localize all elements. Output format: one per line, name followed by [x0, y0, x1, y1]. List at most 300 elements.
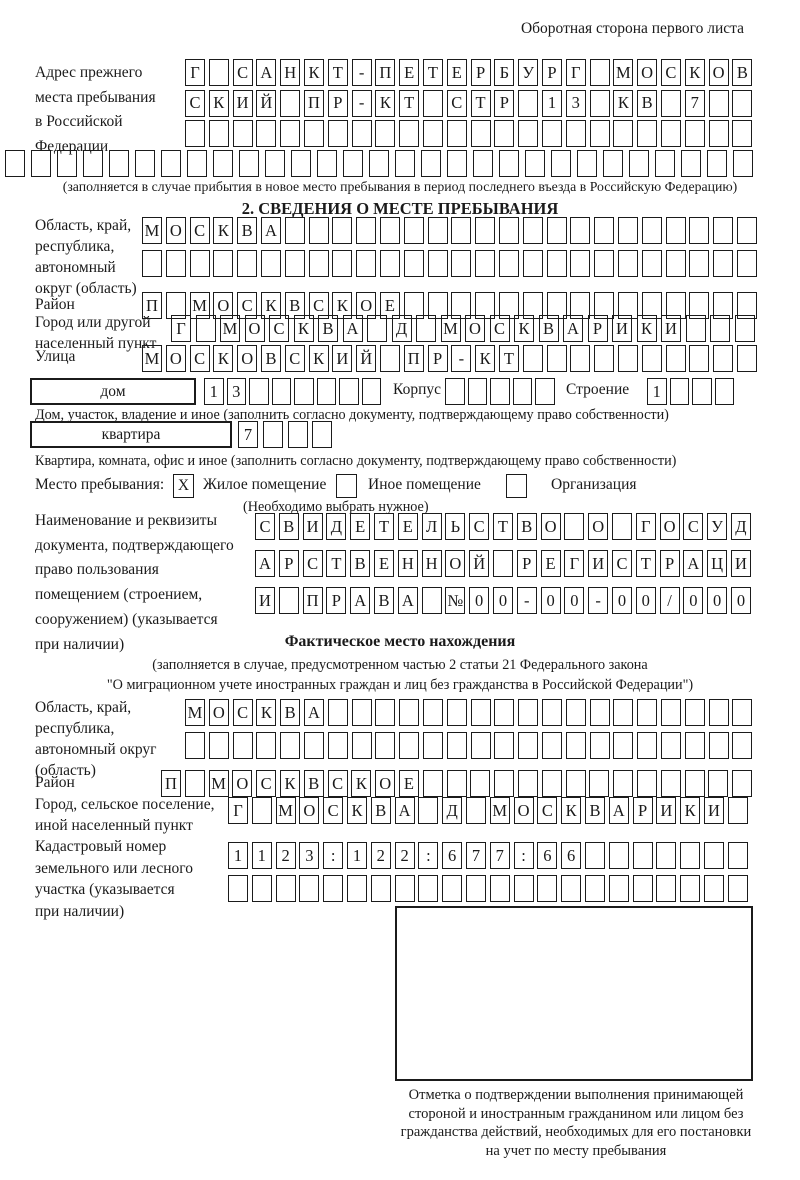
char-box[interactable]: Н [398, 550, 418, 577]
char-box[interactable] [239, 150, 259, 177]
char-box[interactable]: А [261, 217, 281, 244]
char-box[interactable]: А [398, 587, 418, 614]
char-box[interactable]: 3 [566, 90, 586, 117]
char-box[interactable]: В [304, 770, 324, 797]
char-box[interactable]: Р [494, 90, 514, 117]
char-box[interactable] [418, 797, 438, 824]
char-box[interactable] [629, 150, 649, 177]
char-box[interactable]: П [304, 90, 324, 117]
char-box[interactable]: 6 [537, 842, 557, 869]
char-box[interactable] [447, 150, 467, 177]
char-box[interactable]: Р [428, 345, 448, 372]
char-box[interactable] [547, 345, 567, 372]
char-box[interactable]: М [220, 315, 240, 342]
char-box[interactable] [135, 150, 155, 177]
char-box[interactable]: И [233, 90, 253, 117]
char-box[interactable] [618, 250, 638, 277]
char-box[interactable]: А [255, 550, 275, 577]
char-box[interactable] [328, 120, 348, 147]
char-box[interactable]: П [303, 587, 323, 614]
char-box[interactable]: К [280, 770, 300, 797]
char-box[interactable] [566, 770, 586, 797]
char-box[interactable] [83, 150, 103, 177]
char-box[interactable]: Г [171, 315, 191, 342]
char-box[interactable] [732, 120, 752, 147]
char-box[interactable]: 1 [204, 378, 224, 405]
char-box[interactable] [709, 90, 729, 117]
char-box[interactable]: Е [380, 292, 400, 319]
char-box[interactable] [728, 797, 748, 824]
char-box[interactable] [732, 699, 752, 726]
char-box[interactable]: С [490, 315, 510, 342]
char-box[interactable] [666, 250, 686, 277]
char-box[interactable]: Р [471, 59, 491, 86]
char-box[interactable] [276, 875, 296, 902]
char-box[interactable]: И [731, 550, 751, 577]
char-box[interactable] [294, 378, 314, 405]
char-box[interactable] [466, 797, 486, 824]
char-box[interactable] [404, 217, 424, 244]
char-box[interactable]: С [661, 59, 681, 86]
char-box[interactable] [566, 699, 586, 726]
char-box[interactable]: - [451, 345, 471, 372]
char-box[interactable]: О [166, 217, 186, 244]
char-box[interactable] [352, 699, 372, 726]
char-box[interactable] [418, 875, 438, 902]
char-box[interactable] [732, 770, 752, 797]
char-box[interactable] [603, 150, 623, 177]
char-box[interactable]: О [445, 550, 465, 577]
char-box[interactable]: М [142, 217, 162, 244]
char-box[interactable] [304, 732, 324, 759]
char-box[interactable]: Й [469, 550, 489, 577]
char-box[interactable] [656, 875, 676, 902]
char-box[interactable]: О [541, 513, 561, 540]
char-box[interactable] [633, 875, 653, 902]
char-box[interactable] [233, 120, 253, 147]
char-box[interactable]: С [537, 797, 557, 824]
char-box[interactable]: К [613, 90, 633, 117]
char-box[interactable]: М [441, 315, 461, 342]
char-box[interactable] [692, 378, 712, 405]
char-box[interactable] [299, 875, 319, 902]
char-box[interactable] [399, 120, 419, 147]
char-box[interactable] [594, 217, 614, 244]
char-box[interactable]: 2 [276, 842, 296, 869]
char-box[interactable]: Г [185, 59, 205, 86]
char-box[interactable] [367, 315, 387, 342]
char-box[interactable] [490, 875, 510, 902]
char-box[interactable]: С [285, 345, 305, 372]
char-box[interactable]: 0 [731, 587, 751, 614]
char-box[interactable]: С [309, 292, 329, 319]
char-box[interactable]: Е [350, 513, 370, 540]
char-box[interactable]: К [351, 770, 371, 797]
char-box[interactable]: Д [442, 797, 462, 824]
char-box[interactable]: О [637, 59, 657, 86]
char-box[interactable] [228, 875, 248, 902]
char-box[interactable]: 7 [466, 842, 486, 869]
char-box[interactable]: О [232, 770, 252, 797]
char-box[interactable] [594, 250, 614, 277]
char-box[interactable] [499, 217, 519, 244]
char-box[interactable] [494, 120, 514, 147]
char-box[interactable] [499, 250, 519, 277]
char-box[interactable] [404, 250, 424, 277]
char-box[interactable]: 0 [541, 587, 561, 614]
char-box[interactable] [471, 120, 491, 147]
char-box[interactable] [670, 378, 690, 405]
char-box[interactable]: 1 [228, 842, 248, 869]
char-box[interactable]: С [303, 550, 323, 577]
char-box[interactable]: 1 [252, 842, 272, 869]
char-box[interactable] [447, 770, 467, 797]
char-box[interactable] [421, 150, 441, 177]
char-box[interactable] [375, 120, 395, 147]
char-box[interactable]: : [323, 842, 343, 869]
char-box[interactable] [272, 378, 292, 405]
char-box[interactable]: С [328, 770, 348, 797]
char-box[interactable]: Г [564, 550, 584, 577]
char-box[interactable] [442, 875, 462, 902]
char-box[interactable] [680, 842, 700, 869]
char-box[interactable] [395, 875, 415, 902]
char-box[interactable] [356, 250, 376, 277]
char-box[interactable] [445, 378, 465, 405]
char-box[interactable] [233, 732, 253, 759]
char-box[interactable]: К [637, 315, 657, 342]
char-box[interactable] [447, 120, 467, 147]
char-box[interactable]: В [237, 217, 257, 244]
char-box[interactable] [380, 345, 400, 372]
char-box[interactable]: М [185, 699, 205, 726]
char-box[interactable]: Е [398, 513, 418, 540]
char-box[interactable]: А [343, 315, 363, 342]
char-box[interactable] [525, 150, 545, 177]
char-box[interactable] [709, 120, 729, 147]
char-box[interactable]: М [490, 797, 510, 824]
char-box[interactable] [451, 250, 471, 277]
char-box[interactable] [585, 842, 605, 869]
char-box[interactable] [161, 150, 181, 177]
char-box[interactable]: Д [731, 513, 751, 540]
char-box[interactable]: 0 [636, 587, 656, 614]
char-box[interactable]: А [350, 587, 370, 614]
char-box[interactable]: У [518, 59, 538, 86]
char-box[interactable] [713, 250, 733, 277]
char-box[interactable] [523, 250, 543, 277]
char-box[interactable] [685, 120, 705, 147]
char-box[interactable]: А [683, 550, 703, 577]
char-box[interactable]: Т [636, 550, 656, 577]
char-box[interactable] [566, 120, 586, 147]
char-box[interactable] [196, 315, 216, 342]
char-box[interactable] [209, 59, 229, 86]
char-box[interactable]: Ц [707, 550, 727, 577]
char-box[interactable]: П [161, 770, 181, 797]
checkbox-inoe-pomeshchenie[interactable] [336, 474, 357, 498]
char-box[interactable] [594, 345, 614, 372]
char-box[interactable]: К [680, 797, 700, 824]
char-box[interactable] [447, 699, 467, 726]
char-box[interactable] [395, 150, 415, 177]
char-box[interactable] [371, 875, 391, 902]
char-box[interactable] [728, 842, 748, 869]
char-box[interactable] [369, 150, 389, 177]
char-box[interactable] [285, 217, 305, 244]
char-box[interactable] [570, 217, 590, 244]
char-box[interactable] [428, 250, 448, 277]
char-box[interactable] [423, 699, 443, 726]
char-box[interactable]: С [185, 90, 205, 117]
char-box[interactable] [661, 90, 681, 117]
char-box[interactable] [380, 250, 400, 277]
char-box[interactable] [589, 770, 609, 797]
char-box[interactable]: С [683, 513, 703, 540]
char-box[interactable] [642, 345, 662, 372]
char-box[interactable]: 6 [442, 842, 462, 869]
char-box[interactable]: С [269, 315, 289, 342]
char-box[interactable] [375, 699, 395, 726]
char-box[interactable]: Б [494, 59, 514, 86]
char-box[interactable]: С [256, 770, 276, 797]
char-box[interactable]: С [469, 513, 489, 540]
char-box[interactable]: Н [280, 59, 300, 86]
char-box[interactable]: Р [517, 550, 537, 577]
char-box[interactable] [713, 217, 733, 244]
char-box[interactable] [637, 770, 657, 797]
char-box[interactable]: К [561, 797, 581, 824]
char-box[interactable]: М [276, 797, 296, 824]
char-box[interactable] [447, 732, 467, 759]
char-box[interactable] [185, 732, 205, 759]
char-box[interactable]: В [285, 292, 305, 319]
char-box[interactable] [564, 513, 584, 540]
char-box[interactable]: А [609, 797, 629, 824]
char-box[interactable] [185, 770, 205, 797]
char-box[interactable]: 1 [647, 378, 667, 405]
char-box[interactable]: К [304, 59, 324, 86]
char-box[interactable]: М [613, 59, 633, 86]
char-box[interactable] [304, 120, 324, 147]
char-box[interactable] [356, 217, 376, 244]
char-box[interactable] [470, 770, 490, 797]
char-box[interactable]: Д [326, 513, 346, 540]
char-box[interactable]: 2 [395, 842, 415, 869]
char-box[interactable] [685, 732, 705, 759]
char-box[interactable] [547, 217, 567, 244]
char-box[interactable] [399, 732, 419, 759]
char-box[interactable] [542, 699, 562, 726]
char-box[interactable] [642, 217, 662, 244]
char-box[interactable] [686, 315, 706, 342]
char-box[interactable] [613, 120, 633, 147]
char-box[interactable] [466, 875, 486, 902]
char-box[interactable]: С [233, 699, 253, 726]
char-box[interactable]: Т [493, 513, 513, 540]
char-box[interactable] [423, 732, 443, 759]
char-box[interactable]: Г [636, 513, 656, 540]
char-box[interactable] [681, 150, 701, 177]
char-box[interactable]: И [303, 513, 323, 540]
char-box[interactable] [710, 315, 730, 342]
char-box[interactable]: М [209, 770, 229, 797]
char-box[interactable] [261, 250, 281, 277]
char-box[interactable]: П [375, 59, 395, 86]
char-box[interactable] [561, 875, 581, 902]
char-box[interactable]: 0 [469, 587, 489, 614]
char-box[interactable]: 7 [490, 842, 510, 869]
char-box[interactable] [423, 120, 443, 147]
char-box[interactable]: В [374, 587, 394, 614]
checkbox-organizatsiya[interactable] [506, 474, 527, 498]
char-box[interactable]: О [514, 797, 534, 824]
char-box[interactable]: К [256, 699, 276, 726]
char-box[interactable]: С [612, 550, 632, 577]
char-box[interactable]: К [475, 345, 495, 372]
char-box[interactable] [209, 732, 229, 759]
char-box[interactable] [252, 875, 272, 902]
char-box[interactable]: О [213, 292, 233, 319]
char-box[interactable]: Г [566, 59, 586, 86]
char-box[interactable] [213, 150, 233, 177]
char-box[interactable] [309, 217, 329, 244]
char-box[interactable]: Р [279, 550, 299, 577]
char-box[interactable] [256, 120, 276, 147]
char-box[interactable] [518, 699, 538, 726]
char-box[interactable]: В [585, 797, 605, 824]
char-box[interactable]: Д [392, 315, 412, 342]
char-box[interactable] [728, 875, 748, 902]
char-box[interactable]: О [245, 315, 265, 342]
char-box[interactable]: Е [374, 550, 394, 577]
char-box[interactable] [685, 770, 705, 797]
char-box[interactable]: Т [326, 550, 346, 577]
char-box[interactable] [352, 120, 372, 147]
char-box[interactable]: Р [633, 797, 653, 824]
char-box[interactable] [708, 770, 728, 797]
char-box[interactable] [451, 217, 471, 244]
char-box[interactable]: Л [422, 513, 442, 540]
char-box[interactable] [312, 421, 332, 448]
char-box[interactable] [422, 587, 442, 614]
char-box[interactable] [352, 732, 372, 759]
char-box[interactable]: № [445, 587, 465, 614]
char-box[interactable] [618, 217, 638, 244]
char-box[interactable]: П [142, 292, 162, 319]
char-box[interactable]: К [685, 59, 705, 86]
char-box[interactable] [109, 150, 129, 177]
char-box[interactable]: О [465, 315, 485, 342]
char-box[interactable]: И [255, 587, 275, 614]
char-box[interactable] [689, 250, 709, 277]
char-box[interactable] [542, 732, 562, 759]
char-box[interactable] [715, 378, 735, 405]
char-box[interactable] [416, 315, 436, 342]
char-box[interactable]: 0 [493, 587, 513, 614]
char-box[interactable] [618, 345, 638, 372]
char-box[interactable] [263, 421, 283, 448]
char-box[interactable]: 7 [238, 421, 258, 448]
char-box[interactable] [732, 90, 752, 117]
char-box[interactable] [288, 421, 308, 448]
char-box[interactable] [590, 699, 610, 726]
char-box[interactable] [471, 732, 491, 759]
char-box[interactable] [490, 378, 510, 405]
char-box[interactable]: С [237, 292, 257, 319]
char-box[interactable] [518, 732, 538, 759]
char-box[interactable] [423, 770, 443, 797]
char-box[interactable] [637, 732, 657, 759]
char-box[interactable] [637, 120, 657, 147]
char-box[interactable] [494, 699, 514, 726]
char-box[interactable] [518, 770, 538, 797]
char-box[interactable] [704, 842, 724, 869]
char-box[interactable] [328, 699, 348, 726]
char-box[interactable] [704, 875, 724, 902]
char-box[interactable] [590, 120, 610, 147]
char-box[interactable]: И [612, 315, 632, 342]
char-box[interactable]: С [447, 90, 467, 117]
char-box[interactable] [5, 150, 25, 177]
char-box[interactable]: Р [660, 550, 680, 577]
char-box[interactable] [609, 842, 629, 869]
char-box[interactable]: Е [399, 59, 419, 86]
char-box[interactable]: К [347, 797, 367, 824]
char-box[interactable] [685, 699, 705, 726]
char-box[interactable] [590, 59, 610, 86]
char-box[interactable]: И [332, 345, 352, 372]
char-box[interactable]: О [356, 292, 376, 319]
char-box[interactable] [707, 150, 727, 177]
char-box[interactable]: О [166, 345, 186, 372]
char-box[interactable] [362, 378, 382, 405]
char-box[interactable] [535, 378, 555, 405]
char-box[interactable] [280, 120, 300, 147]
char-box[interactable]: О [660, 513, 680, 540]
char-box[interactable] [473, 150, 493, 177]
char-box[interactable]: К [332, 292, 352, 319]
char-box[interactable] [518, 90, 538, 117]
char-box[interactable]: В [517, 513, 537, 540]
char-box[interactable]: И [656, 797, 676, 824]
char-box[interactable] [661, 699, 681, 726]
char-box[interactable] [590, 732, 610, 759]
char-box[interactable] [332, 250, 352, 277]
char-box[interactable]: С [233, 59, 253, 86]
char-box[interactable]: Р [326, 587, 346, 614]
char-box[interactable]: И [661, 315, 681, 342]
char-box[interactable] [475, 250, 495, 277]
char-box[interactable]: П [404, 345, 424, 372]
char-box[interactable]: О [299, 797, 319, 824]
char-box[interactable]: В [539, 315, 559, 342]
char-box[interactable] [523, 217, 543, 244]
char-box[interactable] [328, 732, 348, 759]
char-box[interactable] [689, 217, 709, 244]
char-box[interactable] [347, 875, 367, 902]
char-box[interactable] [280, 732, 300, 759]
char-box[interactable]: : [418, 842, 438, 869]
char-box[interactable] [689, 345, 709, 372]
char-box[interactable]: Т [423, 59, 443, 86]
char-box[interactable] [190, 250, 210, 277]
char-box[interactable] [735, 315, 755, 342]
char-box[interactable]: О [588, 513, 608, 540]
char-box[interactable] [494, 732, 514, 759]
char-box[interactable]: Е [541, 550, 561, 577]
char-box[interactable] [399, 699, 419, 726]
